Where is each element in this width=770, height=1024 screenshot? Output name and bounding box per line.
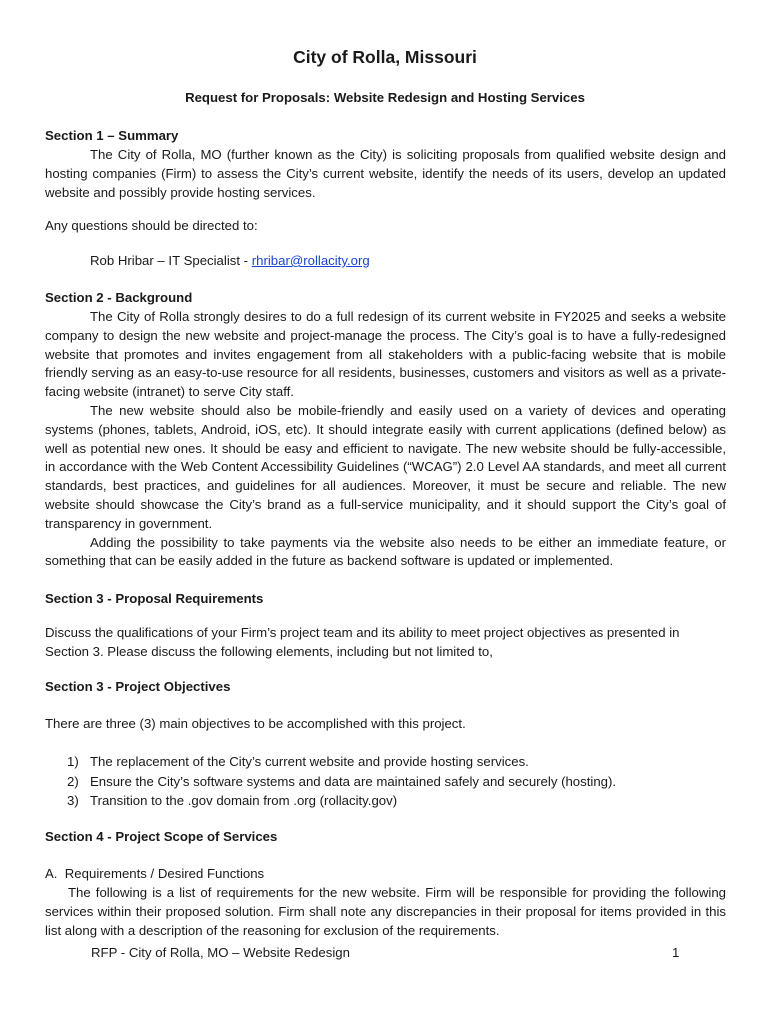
questions-intro: Any questions should be directed to: bbox=[45, 218, 258, 233]
list-item bbox=[45, 791, 616, 811]
contact-name: Rob Hribar – IT Specialist - bbox=[90, 253, 252, 268]
page-number: 1 bbox=[672, 945, 680, 960]
section2-paragraph: The new website should also be mobile-friendly and easily used on a variety of devices and operating systems (phones, tablets, Android, iOS, etc). It should integrate easily with current applications (defined below) as well as potential new ones. It should be easy and efficient to navigate. The new website should be fully-accessible, in accordance with the Web Content Accessibility Guidelines (“WCAG”) 2.0 Level AA standards, and meet all current standards, best practices, and guidelines for all audiences. Moreover, it must be secure and reliable. The new website should showcase the City’s brand as a full-service municipality, and it should support the City’s goal of transparency in government. bbox=[45, 402, 726, 531]
section1-paragraph: The City of Rolla, MO (further known as the City) is soliciting proposals from qualified website design and hosting companies (Firm) to assess the City’s current website, identify the needs of its users, develop an updated website and possibly provide hosting services. bbox=[45, 147, 726, 200]
list-item-number: 2) bbox=[67, 773, 79, 789]
section2-paragraph: The City of Rolla strongly desires to do a full redesign of its current website in FY2025 and seeks a website company to design the new website and project-manage the process. The City’s goal is to have a fully-redesigned website that promotes and invites engagement from all stakeholders with a public-facing website that is mobile friendly serving as an easy-to-use resource for all residents, businesses, customers and visitors as well as a private-facing website (intranet) to serve City staff. bbox=[45, 309, 726, 400]
section1-heading: Section 1 – Summary bbox=[45, 128, 179, 143]
list-item-text: Ensure the City’s software systems and data are maintained safely and securely (hosting). bbox=[90, 773, 617, 789]
section4-paragraph: The following is a list of requirements for the new website. Firm will be responsible for providing the following services within their proposed solution. Firm shall note any discrepancies in their proposal for items provided in this list along with a description of the reasoning for exclusion of the requirements. bbox=[45, 885, 726, 938]
list-item-number: 1) bbox=[67, 754, 79, 769]
section3-proposal-heading: Section 3 - Proposal Requirements bbox=[45, 591, 264, 606]
contact-email-link[interactable]: rhribar@rollacity.org bbox=[251, 253, 370, 268]
document-subtitle: Request for Proposals: Website Redesign and Hosting Services bbox=[185, 90, 585, 105]
section2-body bbox=[45, 308, 726, 571]
contact-line bbox=[45, 252, 726, 271]
section4-body bbox=[45, 884, 726, 940]
list-item-number: 3) bbox=[67, 793, 79, 808]
objectives-list bbox=[45, 752, 616, 811]
section4-subheading: A. Requirements / Desired Functions bbox=[45, 866, 265, 881]
list-item bbox=[45, 752, 616, 772]
section4-heading: Section 4 - Project Scope of Services bbox=[45, 829, 278, 844]
section3-proposal-paragraph: Discuss the qualifications of your Firm’s project team and its ability to meet project objectives as presented in Section 3. Please discuss the following elements, including but not limited to, bbox=[45, 625, 680, 659]
section3-objectives-heading: Section 3 - Project Objectives bbox=[45, 679, 231, 694]
list-item bbox=[45, 772, 616, 792]
list-item-text: Transition to the .gov domain from .org (rollacity.gov) bbox=[90, 793, 398, 808]
section2-heading: Section 2 - Background bbox=[45, 290, 193, 305]
footer-text: RFP - City of Rolla, MO – Website Redesign bbox=[91, 945, 350, 960]
document-title: City of Rolla, Missouri bbox=[293, 47, 477, 67]
objectives-intro: There are three (3) main objectives to be accomplished with this project. bbox=[45, 716, 466, 731]
section1-body bbox=[45, 146, 726, 202]
list-item-text: The replacement of the City’s current website and provide hosting services. bbox=[90, 754, 529, 769]
section2-paragraph: Adding the possibility to take payments via the website also needs to be either an immediate feature, or something that can be easily added in the future as backend software is updated or implemented. bbox=[45, 534, 726, 569]
